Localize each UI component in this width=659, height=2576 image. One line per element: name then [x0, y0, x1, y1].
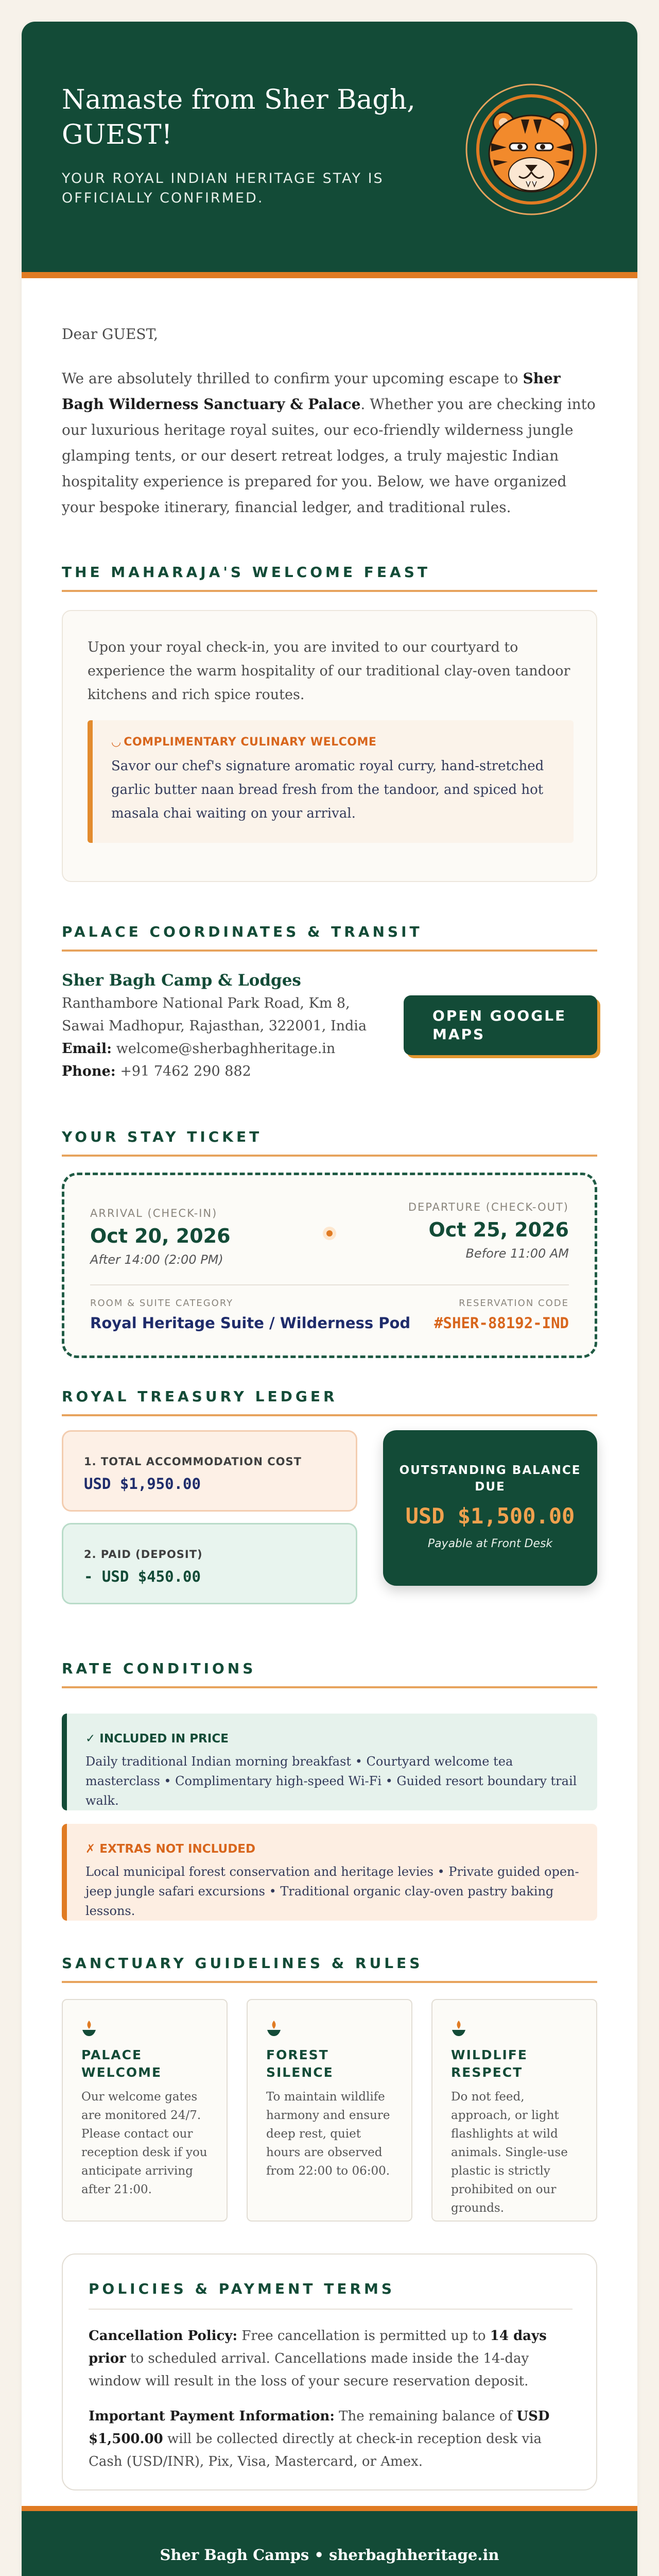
extras-box: [62, 1824, 597, 1921]
reservation-code-label: RESERVATION CODE: [459, 1298, 569, 1309]
footer: [22, 2506, 637, 2576]
email-line: [62, 1038, 371, 1060]
footer-brand: Sher Bagh Camps • sherbaghheritage.in: [160, 2546, 499, 2564]
departure-label: DEPARTURE (CHECK-OUT): [408, 1201, 569, 1213]
included-box: [62, 1714, 597, 1810]
cancellation-label: Cancellation Policy:: [89, 2328, 238, 2344]
email-card: [22, 22, 637, 2576]
phone-link[interactable]: +91 7462 290 882: [120, 1063, 251, 1079]
arrival-date: Oct 20, 2026: [90, 1225, 231, 1247]
tiger-emblem-icon: [464, 82, 598, 216]
deposit-label: 2. PAID (DEPOSIT): [84, 1548, 203, 1561]
included-text: Daily traditional Indian morning breakfast • Courtyard welcome tea masterclass • Complimentary high-speed Wi-Fi • Guided resort boundary trail walk.: [85, 1754, 577, 1808]
cancellation-text-b: to scheduled arrival. Cancellations made inside the 14-day window will result in the loss of your secure reservation deposit.: [89, 2351, 529, 2389]
room-label: ROOM & SUITE CATEGORY: [90, 1298, 234, 1309]
extras-text: Local municipal forest conservation and heritage levies • Private guided open-jeep jungle safari excursions • Traditional organic clay-oven pastry baking lessons.: [85, 1865, 579, 1918]
policies-box: [62, 2253, 597, 2490]
open-google-maps-button[interactable]: OPEN GOOGLE MAPS: [404, 995, 597, 1055]
tip-label: COMPLIMENTARY CULINARY WELCOME: [124, 736, 377, 749]
intro-paragraph: [62, 366, 597, 520]
feast-box: [62, 610, 597, 882]
phone-line: [62, 1060, 371, 1083]
feast-heading: THE MAHARAJA'S WELCOME FEAST: [62, 564, 597, 592]
bowl-icon: ◡: [111, 736, 122, 749]
email-link[interactable]: welcome@sherbaghheritage.in: [116, 1041, 336, 1057]
total-cost-value: USD $1,950.00: [84, 1475, 201, 1493]
intro-text-start: We are absolutely thrilled to confirm your upcoming escape to: [62, 370, 523, 387]
departure-time-note: Before 11:00 AM: [465, 1246, 569, 1261]
payment-text-a: The remaining balance of: [334, 2409, 517, 2424]
deposit-card: [62, 1523, 357, 1604]
culinary-welcome-tip: [88, 720, 574, 843]
stay-ticket: [62, 1173, 597, 1358]
payment-text-b: will be collected directly at check-in reception desk via Cash (USD/INR), Pix, Visa, Mastercard, or Amex.: [89, 2431, 542, 2469]
outstanding-balance-card: [383, 1430, 597, 1586]
balance-note: Payable at Front Desk: [427, 1537, 553, 1550]
coordinates-heading: PALACE COORDINATES & TRANSIT: [62, 923, 597, 952]
rule-text: Do not feed, approach, or light flashlights at wild animals. Single-use plastic is strictly prohibited on our grounds.: [451, 2090, 568, 2215]
rule-card-wildlife-respect: [431, 1999, 597, 2222]
camp-name: Sher Bagh Camp & Lodges: [62, 971, 301, 990]
payment-information: [89, 2405, 573, 2473]
arrival-label: ARRIVAL (CHECK-IN): [90, 1207, 218, 1219]
tip-text: Savor our chef's signature aromatic royal curry, hand-stretched garlic butter naan bread fresh from the tandoor, and spiced hot masala chai waiting on your arrival.: [111, 758, 544, 821]
rule-text: Our welcome gates are monitored 24/7. Please contact our reception desk if you anticipate arriving after 21:00.: [81, 2090, 207, 2196]
confirmation-subtitle: YOUR ROYAL INDIAN HERITAGE STAY IS OFFICIALLY CONFIRMED.: [62, 171, 384, 206]
reservation-code: #SHER-88192-IND: [434, 1314, 569, 1332]
guidelines-heading: SANCTUARY GUIDELINES & RULES: [62, 1955, 597, 1983]
ticket-divider: [90, 1284, 569, 1285]
payment-amount: USD $1,500.00: [89, 2409, 550, 2447]
rates-heading: RATE CONDITIONS: [62, 1660, 597, 1688]
header-banner: [22, 22, 637, 278]
rule-title: FOREST SILENCE: [266, 2047, 334, 2080]
cancellation-text-a: Free cancellation is permitted up to: [237, 2328, 490, 2344]
email-label: Email:: [62, 1041, 112, 1057]
diya-lamp-icon: [266, 2020, 282, 2039]
diya-lamp-icon: [451, 2020, 466, 2039]
cancellation-deadline: 14 days prior: [89, 2328, 547, 2366]
deposit-value: - USD $450.00: [84, 1568, 201, 1585]
arrival-time-note: After 14:00 (2:00 PM): [90, 1252, 223, 1267]
cancellation-policy: [89, 2325, 573, 2393]
departure-date: Oct 25, 2026: [428, 1218, 569, 1241]
total-cost-label: 1. TOTAL ACCOMMODATION COST: [84, 1455, 302, 1468]
ticket-heading: YOUR STAY TICKET: [62, 1128, 597, 1157]
diya-lamp-icon: [81, 2020, 97, 2039]
extras-label: ✗ EXTRAS NOT INCLUDED: [85, 1842, 256, 1856]
rule-card-forest-silence: [247, 1999, 412, 2222]
balance-value: USD $1,500.00: [405, 1503, 575, 1529]
included-label: ✓ INCLUDED IN PRICE: [85, 1732, 229, 1745]
payment-label: Important Payment Information:: [89, 2409, 335, 2424]
rule-title: PALACE WELCOME: [81, 2047, 162, 2080]
room-category: Royal Heritage Suite / Wilderness Pod: [90, 1314, 411, 1332]
total-cost-card: [62, 1430, 357, 1512]
rule-card-palace-welcome: [62, 1999, 228, 2222]
policies-heading: POLICIES & PAYMENT TERMS: [89, 2280, 573, 2310]
greeting: Dear GUEST,: [62, 326, 159, 343]
tip-header: [111, 736, 564, 749]
feast-text: Upon your royal check-in, you are invited to our courtyard to experience the warm hospitality of our traditional clay-oven tandoor kitchens and rich spice routes.: [88, 639, 570, 703]
address-line-2: Sawai Madhopur, Rajasthan, 322001, India: [62, 1018, 367, 1034]
phone-label: Phone:: [62, 1063, 116, 1079]
page-title: Namaste from Sher Bagh, GUEST!: [62, 84, 415, 150]
rule-title: WILDLIFE RESPECT: [451, 2047, 528, 2080]
intro-property-name: Sher Bagh Wilderness Sanctuary & Palace: [62, 370, 561, 413]
ledger-heading: ROYAL TREASURY LEDGER: [62, 1388, 597, 1416]
rule-text: To maintain wildlife harmony and ensure deep rest, quiet hours are observed from 22:00 to 06:00.: [266, 2090, 390, 2178]
address-block: [62, 969, 371, 1083]
balance-label: OUTSTANDING BALANCE DUE: [399, 1464, 581, 1494]
ticket-divider-dot-icon: [322, 1226, 337, 1241]
address-line-1: Ranthambore National Park Road, Km 8,: [62, 995, 350, 1011]
intro-text-end: . Whether you are checking into our luxurious heritage royal suites, our eco-friendly wilderness jungle glamping tents, or our desert retreat lodges, a truly majestic Indian hospitality experience is prepared for you. Below, we have organized your bespoke itinerary, financial ledger, and traditional rules.: [62, 396, 596, 516]
